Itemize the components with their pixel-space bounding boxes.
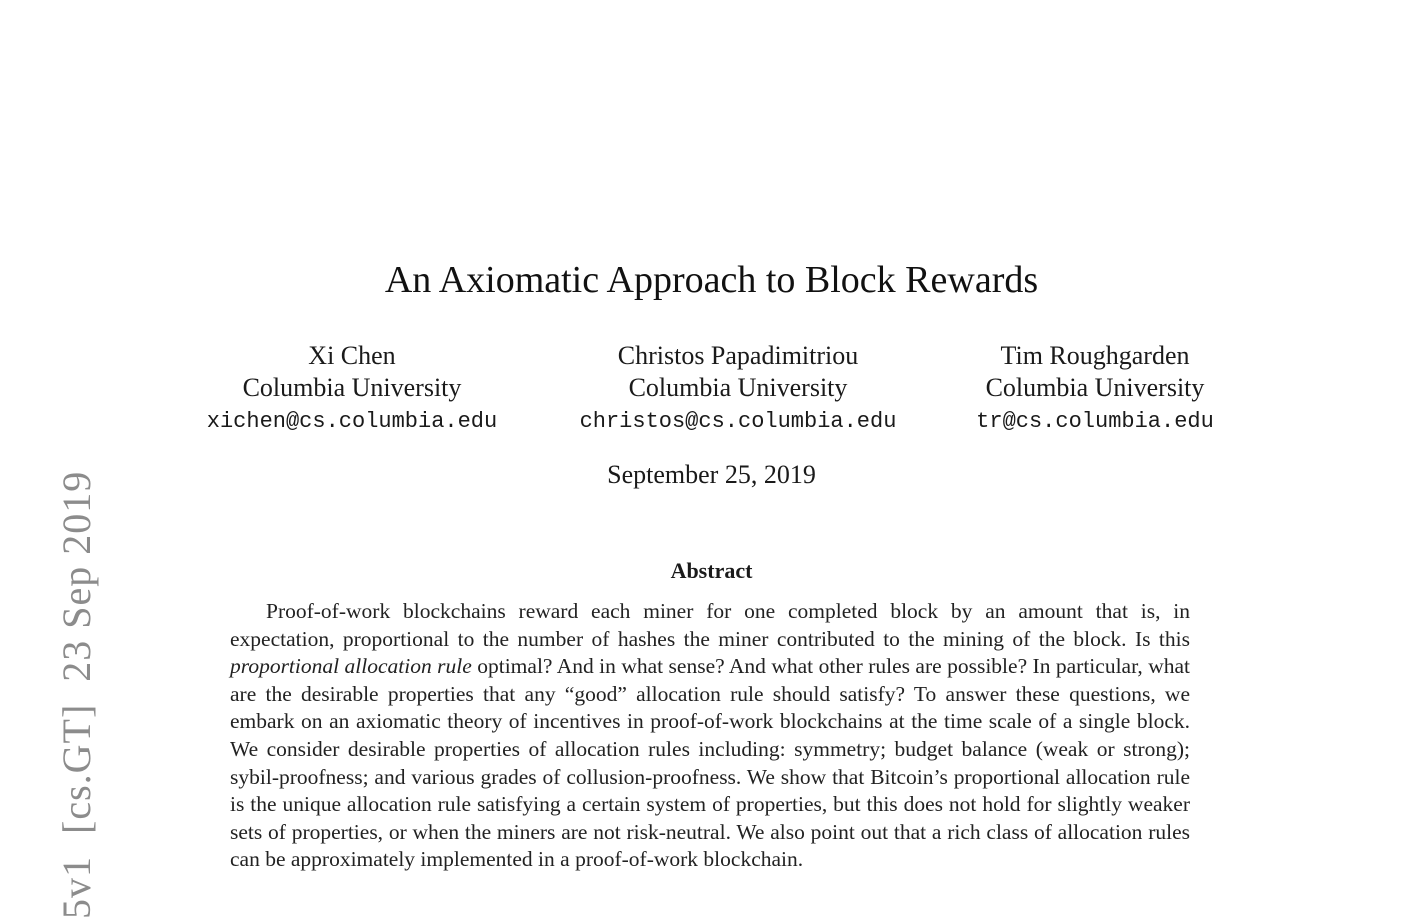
author-affiliation: Columbia University — [985, 373, 1205, 402]
abstract-emphasis: proportional allocation rule — [230, 654, 472, 679]
author-3 — [966, 340, 1224, 438]
author-affiliation: Columbia University — [628, 373, 848, 402]
arxiv-id: 5v1 — [54, 856, 99, 919]
arxiv-category: [cs.GT] — [54, 703, 99, 834]
arxiv-stamp — [54, 449, 99, 919]
paper-date: September 25, 2019 — [607, 460, 816, 489]
author-name: Christos Papadimitriou — [617, 341, 859, 370]
author-name: Tim Roughgarden — [1000, 341, 1190, 370]
author-affiliation: Columbia University — [242, 373, 462, 402]
author-1 — [196, 340, 508, 438]
abstract-heading: Abstract — [670, 558, 753, 583]
author-email: xichen@cs.columbia.edu — [206, 409, 498, 434]
paper-title: An Axiomatic Approach to Block Rewards — [384, 259, 1039, 301]
abstract-part-2: optimal? And in what sense? And what other rules are possible? In particular, what are the desirable properties that any “good” allocation rule should satisfy? To answer these questions, we embark on an axiomatic theory of incentives in proof-of-work blockchains at the time scale of a single block. We consider desirable properties of allocation rules including: symmetry; budget balance (weak or strong); sybil-proofness; and various grades of collusion-proofness. We show that Bitcoin’s proportional allocation rule is the unique allocation rule satisfying a certain system of properties, but this does not hold for slightly weaker sets of properties, or when the miners are not risk-neutral. We also point out that a rich class of allocation rules can be approximately implemented in a proof-of-work blockchain. — [230, 654, 1190, 872]
abstract-part-1: Proof-of-work blockchains reward each miner for one completed block by an amount that is, in expectation, proportional to the number of hashes the miner contributed to the mining of the block. Is this — [230, 599, 1190, 651]
arxiv-date: 23 Sep 2019 — [54, 470, 99, 682]
author-email: tr@cs.columbia.edu — [976, 409, 1214, 434]
abstract-text — [230, 598, 1190, 874]
author-email: christos@cs.columbia.edu — [579, 409, 897, 434]
author-2 — [568, 340, 908, 438]
author-name: Xi Chen — [308, 341, 396, 370]
